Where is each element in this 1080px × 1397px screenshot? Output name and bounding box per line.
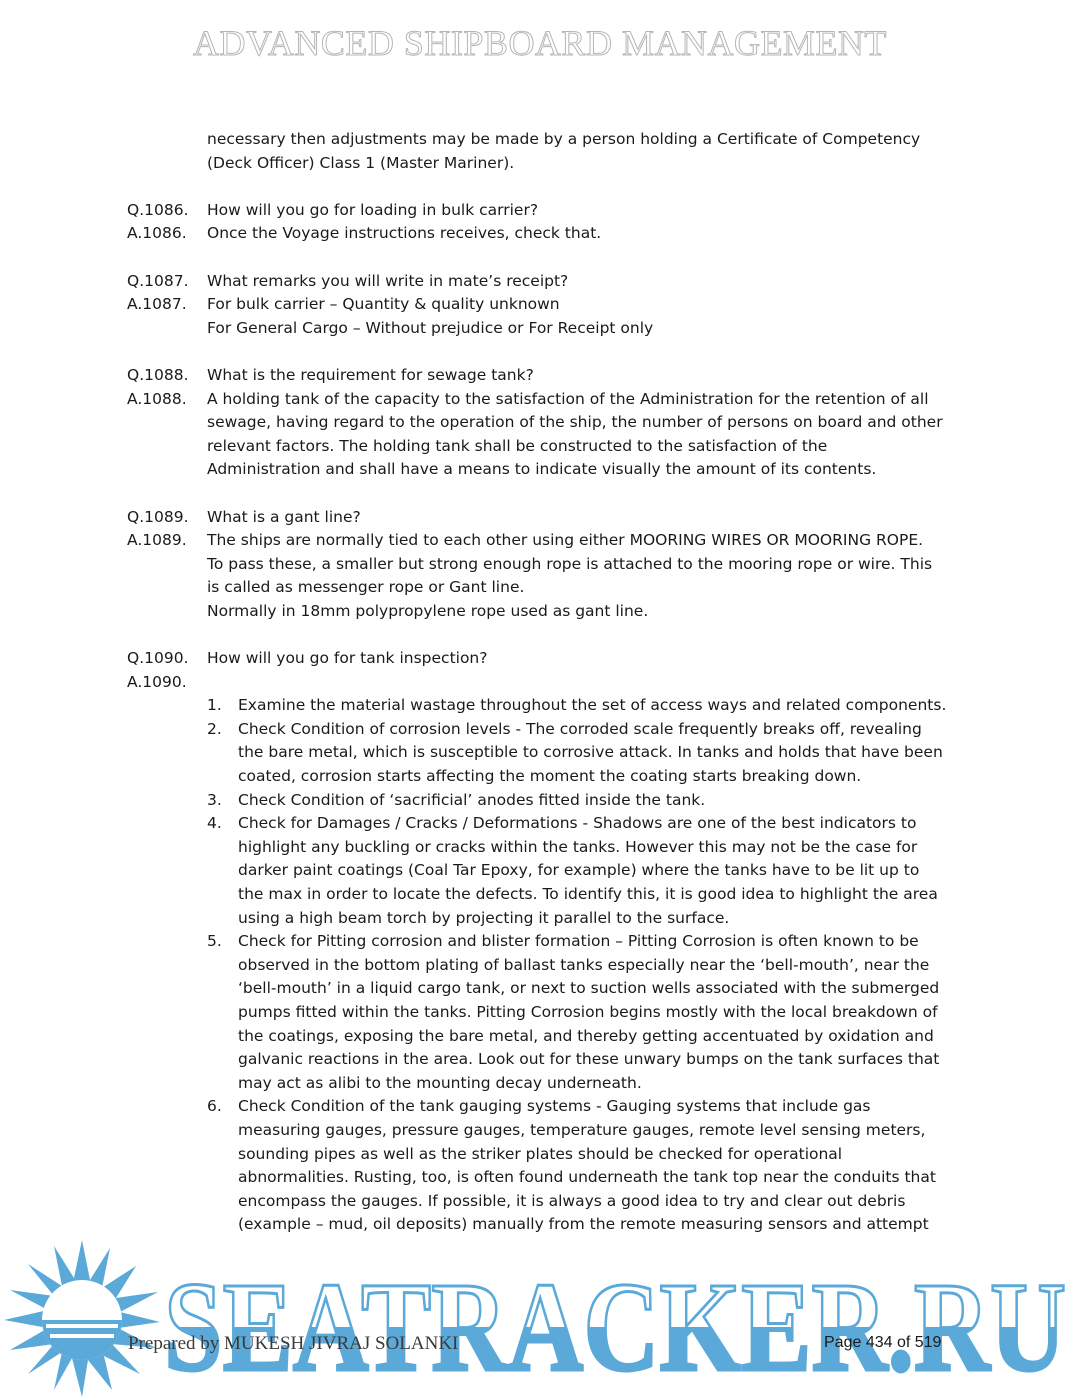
text-line: To pass these, a smaller but strong enough rope is attached to the mooring rope or wire. This bbox=[207, 554, 933, 573]
question bbox=[0, 364, 1080, 388]
list-item bbox=[207, 812, 967, 930]
question-number: Q.1087. bbox=[127, 271, 189, 290]
question-number: Q.1090. bbox=[127, 649, 189, 668]
list-number: 6. bbox=[207, 1097, 222, 1116]
question-text: How will you go for loading in bulk carrier? bbox=[207, 200, 539, 219]
text-line: may act as alibi to the mounting decay underneath. bbox=[238, 1073, 642, 1092]
running-header: ADVANCED SHIPBOARD MANAGEMENT bbox=[193, 23, 887, 63]
answer bbox=[0, 388, 1080, 482]
text-line: (Deck Officer) Class 1 (Master Mariner). bbox=[207, 153, 515, 172]
answer-number: A.1088. bbox=[127, 389, 187, 408]
watermark-text: SEATRACKER.RU bbox=[164, 1256, 1066, 1397]
answer-text bbox=[207, 388, 967, 482]
list-number: 3. bbox=[207, 790, 222, 809]
text-line: the max in order to locate the defects. To identify this, it is good idea to highlight the area bbox=[238, 885, 938, 903]
text-line: (example – mud, oil deposits) manually from the remote measuring sensors and attempt bbox=[238, 1215, 929, 1234]
text-line: the bare metal, which is susceptible to corrosive attack. In tanks and holds that have been bbox=[238, 743, 943, 762]
text-line: measuring gauges, pressure gauges, temperature gauges, remote level sensing meters, bbox=[238, 1120, 926, 1139]
question-text: What remarks you will write in mate’s receipt? bbox=[207, 271, 569, 290]
text-line: For bulk carrier – Quantity & quality unknown bbox=[207, 295, 560, 314]
text-line: sounding pipes as well as the striker plates should be checked for operational bbox=[238, 1144, 843, 1163]
text-line: pumps fitted within the tanks. Pitting Corrosion begins mostly with the local breakdown of bbox=[238, 1002, 938, 1021]
question-number: Q.1086. bbox=[127, 200, 189, 219]
text-line: A holding tank of the capacity to the satisfaction of the Administration for the retention of all bbox=[207, 389, 929, 408]
list-item bbox=[207, 718, 967, 789]
list-number: 5. bbox=[207, 932, 222, 951]
text-line: The ships are normally tied to each other using either MOORING WIRES OR MOORING ROPE. bbox=[207, 531, 924, 550]
answer-text bbox=[207, 529, 967, 623]
answer-text: Once the Voyage instructions receives, check that. bbox=[207, 224, 602, 243]
question-text: What is a gant line? bbox=[207, 507, 361, 526]
list-number: 4. bbox=[207, 814, 222, 833]
text-line: using a high beam torch by projecting it parallel to the surface. bbox=[238, 908, 730, 927]
question-text: How will you go for tank inspection? bbox=[207, 649, 488, 668]
text-line: darker paint coatings (Coal Tar Epoxy, for example) where the tanks have to be lit up to bbox=[238, 861, 920, 880]
text-line: For General Cargo – Without prejudice or For Receipt only bbox=[207, 318, 654, 337]
text-line: is called as messenger rope or Gant line. bbox=[207, 578, 525, 597]
list-item bbox=[207, 694, 967, 718]
answer-text bbox=[207, 293, 967, 340]
answer-number: A.1090. bbox=[127, 672, 187, 691]
list-number: 1. bbox=[207, 696, 222, 715]
watermark bbox=[0, 1240, 1080, 1397]
continuation-paragraph bbox=[207, 128, 967, 175]
list-item bbox=[207, 789, 967, 813]
sun-logo-icon bbox=[4, 1240, 160, 1397]
text-line: observed in the bottom plating of ballast tanks especially near the ‘bell-mouth’, near the bbox=[238, 955, 930, 974]
answer bbox=[0, 671, 1080, 695]
answer-number: A.1086. bbox=[127, 224, 187, 243]
answer bbox=[0, 529, 1080, 623]
text-line: Check Condition of corrosion levels - The corroded scale frequently breaks off, revealing bbox=[238, 719, 922, 738]
text-line: Check Condition of the tank gauging systems - Gauging systems that include gas bbox=[238, 1097, 871, 1116]
text-line: relevant factors. The holding tank shall be constructed to the satisfaction of the bbox=[207, 436, 828, 455]
list-item bbox=[207, 1095, 967, 1237]
text-line: coated, corrosion starts affecting the moment the coating starts breaking down. bbox=[238, 767, 862, 786]
text-line: Check Condition of ‘sacrificial’ anodes fitted inside the tank. bbox=[238, 790, 706, 809]
text-line: sewage, having regard to the operation of the ship, the number of persons on board and other bbox=[207, 413, 943, 432]
question-text: What is the requirement for sewage tank? bbox=[207, 365, 534, 384]
text-line: Examine the material wastage throughout the set of access ways and related components. bbox=[238, 696, 947, 715]
document-body bbox=[0, 128, 1080, 1237]
text-line: necessary then adjustments may be made by a person holding a Certificate of Competency bbox=[207, 130, 921, 148]
text-line: ‘bell-mouth’ in a liquid cargo tank, or next to suction wells associated with the submerged bbox=[238, 979, 940, 998]
text-line: the coatings, exposing the bare metal, and thereby getting accentuated by oxidation and bbox=[238, 1026, 934, 1045]
inspection-list bbox=[207, 694, 967, 1237]
text-line: galvanic reactions in the area. Look out for these unwary bumps on the tank surfaces that bbox=[238, 1050, 940, 1069]
text-line: highlight any buckling or cracks within the tanks. However this may not be the case for bbox=[238, 837, 918, 856]
answer bbox=[0, 293, 1080, 340]
question bbox=[0, 647, 1080, 671]
question-number: Q.1089. bbox=[127, 507, 189, 526]
answer-number: A.1089. bbox=[127, 531, 187, 550]
text-line: encompass the gauges. If possible, it is always a good idea to try and clear out debris bbox=[238, 1191, 906, 1210]
footer-author: Prepared by MUKESH JIVRAJ SOLANKI bbox=[128, 1333, 459, 1354]
footer-page-number: Page 434 of 519 bbox=[824, 1334, 942, 1351]
question bbox=[0, 199, 1080, 223]
list-number: 2. bbox=[207, 719, 222, 738]
text-line: abnormalities. Rusting, too, is often found underneath the tank top near the conduits that bbox=[238, 1168, 936, 1187]
answer bbox=[0, 222, 1080, 246]
text-line: Check for Pitting corrosion and blister formation – Pitting Corrosion is often known to be bbox=[238, 932, 919, 951]
answer-number: A.1087. bbox=[127, 295, 187, 314]
text-line: Normally in 18mm polypropylene rope used as gant line. bbox=[207, 601, 649, 620]
text-line: Administration and shall have a means to indicate visually the amount of its contents. bbox=[207, 460, 877, 479]
text-line: Check for Damages / Cracks / Deformations - Shadows are one of the best indicators to bbox=[238, 814, 917, 833]
list-item bbox=[207, 930, 967, 1095]
question bbox=[0, 270, 1080, 294]
question-number: Q.1088. bbox=[127, 365, 189, 384]
question bbox=[0, 506, 1080, 530]
